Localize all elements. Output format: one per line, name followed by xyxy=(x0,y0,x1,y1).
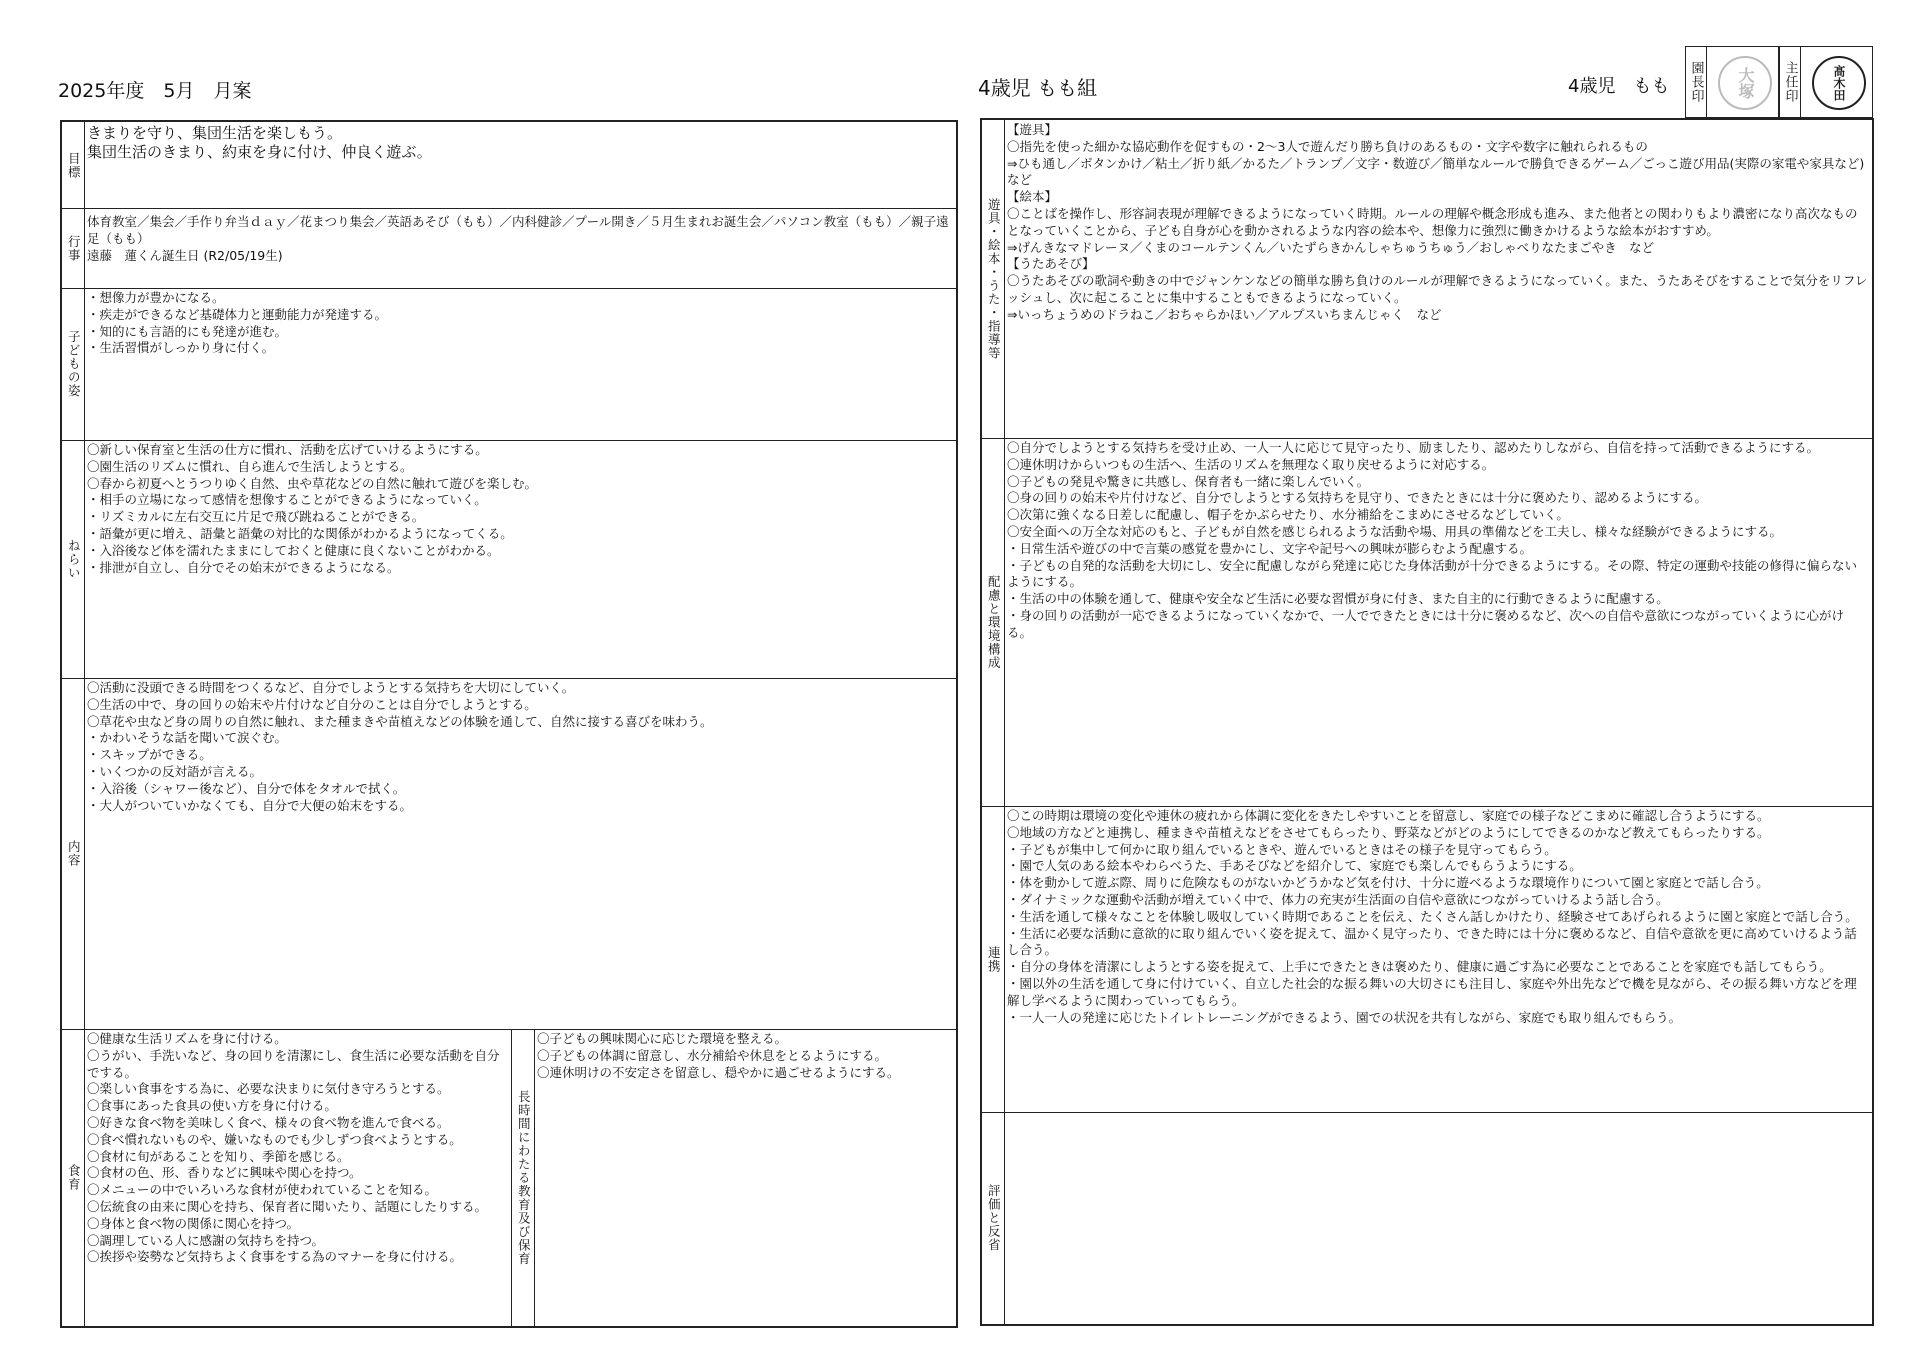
env-label: 配慮と環境構成 xyxy=(982,438,1005,806)
text-line: ⇒いっちょうめのドラねこ／おちゃらかほい／アルプスいちまんじゃく など xyxy=(1007,306,1442,322)
text-line: ・一人一人の発達に応じたトイレトレーニングができるよう、園での状況を共有しながら、家庭でも取り組んでもらう。 xyxy=(1007,1009,1682,1025)
plan-title: 2025年度 5月 月案 xyxy=(58,80,252,102)
text-line: 〇好きな食べ物を美味しく食べ、様々の食べ物を進んで食べる。 xyxy=(87,1114,450,1130)
text-line: ・いくつかの反対語が言える。 xyxy=(87,763,263,779)
text-line: ・大人がついていかなくても、自分で大便の始末をする。 xyxy=(87,797,413,813)
text-line: 〇メニューの中でいろいろな食材が使われていることを知る。 xyxy=(87,1182,438,1198)
partner-row xyxy=(982,806,1872,1113)
text-line: 〇食材に旬があることを知り、季節を感じる。 xyxy=(87,1148,350,1164)
text-line: 体育教室／集会／手作り弁当ｄａｙ／花まつり集会／英語あそび（もも）／内科健診／プール開き／５月生まれお誕生会／パソコン教室（もも）／親子遠足（もも） xyxy=(87,214,949,246)
text-line: ・日常生活や遊びの中で言葉の感覚を豊かにし、文字や記号への興味が膨らむよう配慮する。 xyxy=(1007,540,1533,556)
text-line: 【遊具】 xyxy=(1007,122,1058,137)
text-line: 集団生活のきまり、約束を身に付け、仲良く遊ぶ。 xyxy=(87,143,432,161)
aims-row xyxy=(62,440,956,679)
text-line: ・生活を通して様々なことを体験し吸収していく時期であることを伝え、たくさん話しかけたり、経験させてあげられるように園と家庭とで話し合う。 xyxy=(1007,908,1858,924)
text-line: ・知的にも言語的にも発達が進む。 xyxy=(87,323,288,339)
long-care-label: 長時間にわたる教育及び保育 xyxy=(511,1029,535,1326)
chief-stamp-label: 主任印 xyxy=(1780,47,1801,117)
materials-row xyxy=(982,120,1877,439)
text-line: 〇生活の中で、身の回りの始末や片付けなど自分のことは自分でしようとする。 xyxy=(87,696,537,712)
text-line: ・生活の中の体験を通して、健康や安全など生活に必要な習慣が身に付き、また自主的に行動できるように配慮する。 xyxy=(1007,591,1669,607)
child-label: 子どもの姿 xyxy=(62,288,85,440)
content-label: 内容 xyxy=(62,678,85,1029)
text-line: 【うたあそび】 xyxy=(1007,256,1095,272)
text-line: ・子どもが集中して何かに取り組んでいるときや、遊んでいるときはその様子を見守ってもらう。 xyxy=(1007,841,1557,857)
text-line: 〇新しい保育室と生活の仕方に慣れ、活動を広げていけるようにする。 xyxy=(87,442,488,457)
text-line: ・ダイナミックな運動や活動が増えていく中で、体力の充実が生活面の自信や意欲につながっていけるよう話し合う。 xyxy=(1007,891,1669,907)
left-plan-table xyxy=(60,120,958,1328)
text-line: 遠藤 蓮くん誕生日 (R2/05/19生) xyxy=(87,247,283,263)
text-line: 〇身体と食べ物の関係に関心を持つ。 xyxy=(87,1215,300,1231)
text-line: ⇒げんきなマドレーヌ／くまのコールテンくん／いたずらきかんしゃちゅうちゅう／おしゃべりなたまごやき など xyxy=(1007,239,1655,255)
long-care-content xyxy=(537,1031,952,1324)
text-line: ・体を動かして遊ぶ際、周りに危険なものがないかどうかなど気を付け、十分に遊べるような環境作りについて園と家庭とで話し合う。 xyxy=(1007,875,1769,891)
food-row xyxy=(62,1029,956,1326)
goal-label: 目標 xyxy=(62,122,85,208)
text-line: 〇楽しい食事をする為に、必要な決まりに気付き守ろうとする。 xyxy=(87,1081,450,1097)
text-line: ・入浴後（シャワー後など）、自分で体をタオルで拭く。 xyxy=(87,780,406,796)
text-line: ・園で人気のある絵本やわらべうた、手あそびなどを紹介して、家庭でも楽しんでもらうようにする。 xyxy=(1007,858,1582,874)
text-line: 〇伝統食の由来に関心を持ち、保育者に聞いたり、話題にしたりする。 xyxy=(87,1198,488,1214)
materials-label: 遊具・絵本・うた・指導等 xyxy=(982,120,1005,438)
principal-stamp-label: 園長印 xyxy=(1686,47,1707,117)
text-line: ・語彙が更に増え、語彙と語彙の対比的な関係がわかるようになってくる。 xyxy=(87,525,513,541)
text-line: 〇次第に強くなる日差しに配慮し、帽子をかぶらせたり、水分補給をこまめにさせるなどしていく。 xyxy=(1007,507,1569,523)
text-line: 〇食材の色、形、香りなどに興味や関心を持つ。 xyxy=(87,1165,362,1181)
content-row xyxy=(62,678,956,1030)
class-name-small: 4歳児 もも xyxy=(1568,76,1670,97)
text-line: 〇調理している人に感謝の気持ちを持つ。 xyxy=(87,1232,325,1248)
child-row xyxy=(62,288,956,441)
text-line: 〇指先を使った細かな協応動作を促すもの・2～3人で遊んだり勝ち負けのあるもの・文字や数字に触れられるもの xyxy=(1007,138,1648,154)
text-line: 〇うたあそびの歌詞や動きの中でジャンケンなどの簡単な勝ち負けのルールが理解できるようになっていく。また、うたあそびをすることで気分をリフレッシュし、次に起こることに集中することもできるようになっていく。 xyxy=(1007,273,1868,305)
text-line: ・スキップができる。 xyxy=(87,747,212,763)
food-label: 食育 xyxy=(62,1029,85,1326)
partner-content xyxy=(1007,808,1868,1110)
text-line: 〇この時期は環境の変化や連休の疲れから体調に変化をきたしやすいことを留意し、家庭での様子などこまめに確認し合うようにする。 xyxy=(1007,808,1770,823)
principal-seal xyxy=(1718,56,1772,110)
review-content[interactable] xyxy=(1007,1114,1868,1322)
goal-content xyxy=(87,124,952,206)
content-content xyxy=(87,680,952,1027)
text-line: きまりを守り、集団生活を楽しもう。 xyxy=(87,124,343,142)
text-line: ・疾走ができるなど基礎体力と運動能力が発達する。 xyxy=(87,306,388,322)
text-line: 〇地域の方などと連携し、種まきや苗植えなどをさせてもらったり、野菜などがどのようにしてできるのかなど教えてもらったりする。 xyxy=(1007,824,1770,840)
events-content xyxy=(87,214,952,286)
text-line: 〇活動に没頭できる時間をつくるなど、自分でしようとする気持ちを大切にしていく。 xyxy=(87,680,575,695)
text-line: 〇子どもの発見や驚きに共感し、保育者も一緒に楽しんでいく。 xyxy=(1007,473,1370,489)
goal-row xyxy=(62,122,956,209)
principal-seal-text: 大塚 xyxy=(1736,67,1755,99)
events-row xyxy=(62,208,956,289)
text-line: ⇒ひも通し／ボタンかけ／粘土／折り紙／かるた／トランプ／文字・数遊び／簡単なルールで勝負できるゲーム／ごっこ遊び用品(実際の家電や家具など) など xyxy=(1007,155,1877,188)
principal-stamp-box xyxy=(1685,46,1779,118)
text-line: ・生活習慣がしっかり身に付く。 xyxy=(87,340,275,356)
text-line: 〇うがい、手洗いなど、身の回りを清潔にし、食生活に必要な活動を自分でする。 xyxy=(87,1047,500,1080)
text-line: 〇安全面への万全な対応のもと、子どもが自然を感じられるような活動や場、用具の準備などを工夫し、様々な経験ができるようにする。 xyxy=(1007,523,1783,539)
text-line: ・相手の立場になって感情を想像することができるようになっていく。 xyxy=(87,492,487,508)
env-content xyxy=(1007,440,1868,804)
text-line: 〇健康な生活リズムを身に付ける。 xyxy=(87,1031,287,1046)
text-line: ・生活に必要な活動に意欲的に取り組んでいく姿を捉えて、温かく見守ったり、できた時には十分に褒めるなど、自信や意欲を更に高めていけるよう話し合う。 xyxy=(1007,925,1857,958)
text-line: 【絵本】 xyxy=(1007,189,1058,205)
aims-content xyxy=(87,442,952,676)
text-line: 〇子どもの体調に留意し、水分補給や休息をとるようにする。 xyxy=(537,1047,888,1063)
materials-content xyxy=(1007,122,1877,436)
food-content xyxy=(87,1031,507,1324)
right-plan-table xyxy=(980,118,1877,1326)
text-line: 〇春から初夏へとうつりゆく自然、虫や草花などの自然に触れて遊びを楽しむ。 xyxy=(87,475,538,491)
review-label: 評価と反省 xyxy=(982,1112,1005,1324)
text-line: ・かわいそうな話を聞いて涙ぐむ。 xyxy=(87,730,288,746)
text-line: 〇連休明けからいつもの生活へ、生活のリズムを無理なく取り戻せるように対応する。 xyxy=(1007,456,1495,472)
text-line: 〇園生活のリズムに慣れ、自ら進んで生活しようとする。 xyxy=(87,458,413,474)
partner-label: 連携 xyxy=(982,806,1005,1112)
chief-seal xyxy=(1812,56,1866,110)
env-row xyxy=(982,438,1872,807)
text-line: 〇食事にあった食具の使い方を身に付ける。 xyxy=(87,1098,337,1114)
text-line: ・入浴後など体を濡れたままにしておくと健康に良くないことがわかる。 xyxy=(87,542,500,558)
text-line: 〇自分でしようとする気持ちを受け止め、一人一人に応じて見守ったり、励ましたり、認めたりしながら、自信を持って活動できるようにする。 xyxy=(1007,440,1820,455)
child-content xyxy=(87,290,952,438)
chief-seal-text: 髙木田 xyxy=(1832,65,1846,101)
text-line: 〇草花や虫など身の周りの自然に触れ、また種まきや苗植えなどの体験を通して、自然に接する喜びを味わう。 xyxy=(87,713,713,729)
text-line: ・身の回りの活動が一応できるようになっていくなかで、一人でできたときには十分に褒めるなど、次への自信や意欲につながっていくように心がける。 xyxy=(1007,607,1845,640)
class-title: 4歳児 もも組 xyxy=(978,76,1098,100)
text-line: ・想像力が豊かになる。 xyxy=(87,290,225,305)
text-line: 〇身の回りの始末や片付けなど、自分でしようとする気持ちを見守り、できたときには十分に褒めたり、認めるようにする。 xyxy=(1007,490,1708,506)
text-line: ・排泄が自立し、自分でその始末ができるようになる。 xyxy=(87,559,400,575)
text-line: ・リズミカルに左右交互に片足で飛び跳ねることができる。 xyxy=(87,509,425,525)
text-line: 〇連休明けの不安定さを留意し、穏やかに過ごせるようにする。 xyxy=(537,1064,900,1080)
text-line: 〇挨拶や姿勢など気持ちよく食事をする為のマナーを身に付ける。 xyxy=(87,1249,463,1265)
text-line: 〇食べ慣れないものや、嫌いなものでも少しずつ食べようとする。 xyxy=(87,1131,462,1147)
aims-label: ねらい xyxy=(62,440,85,678)
events-label: 行事 xyxy=(62,208,85,288)
text-line: ・園以外の生活を通して身に付けていく、自立した社会的な振る舞いの大切さにも注目し、家庭や外出先などで機を見ながら、その振る舞い方などを理解し学べるように関わっていってもらう。 xyxy=(1007,975,1857,1008)
text-line: 〇ことばを操作し、形容詞表現が理解できるようになっていく時期。ルールの理解や概念形成も進み、また他者との関わりもより濃密になり高次なものとなっていくことから、子ども自身が心を動かされるような内容の絵本や、想像力に強烈に働きかけるような絵本がおすすめ。 xyxy=(1007,205,1858,238)
text-line: 〇子どもの興味関心に応じた環境を整える。 xyxy=(537,1031,788,1046)
text-line: ・自分の身体を清潔にしようとする姿を捉えて、上手にできたときは褒めたり、健康に過ごす為に必要なことであることを家庭でも話してもらう。 xyxy=(1007,959,1832,975)
text-line: ・子どもの自発的な活動を大切にし、安全に配慮しながら発達に応じた身体活動が十分できるようにする。その際、特定の運動や技能の修得に偏らないようにする。 xyxy=(1007,557,1858,590)
chief-stamp-box xyxy=(1779,46,1873,118)
review-row xyxy=(982,1112,1872,1324)
